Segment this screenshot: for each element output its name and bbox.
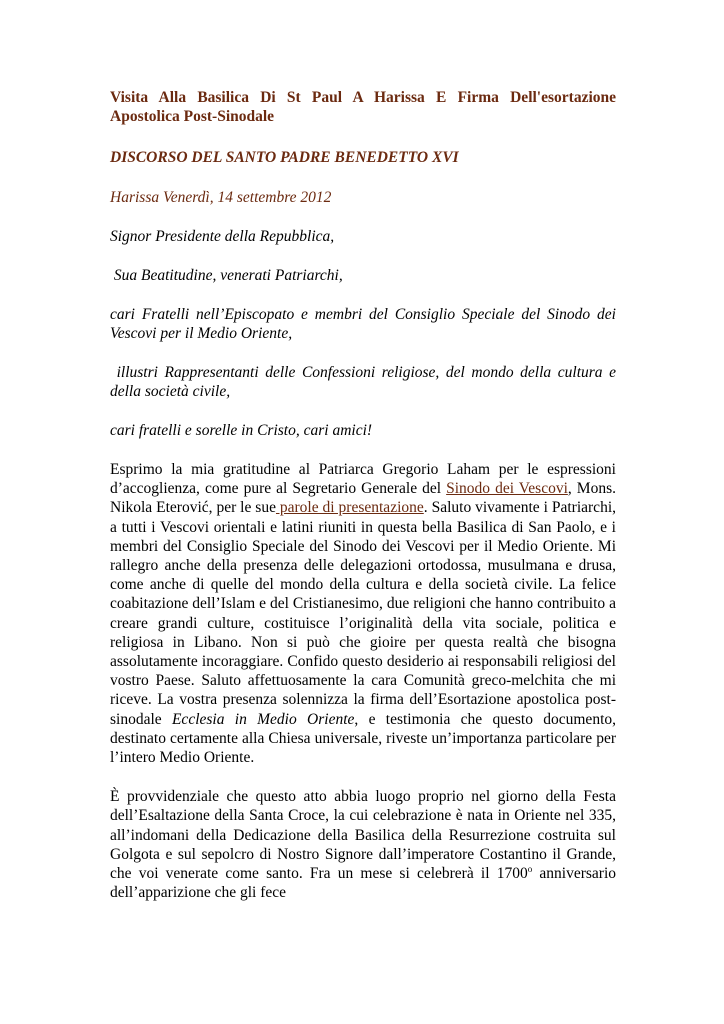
document-title-italic: Ecclesia in Medio Oriente [171, 710, 355, 728]
presentation-link[interactable]: parole di presentazione [275, 499, 424, 517]
paragraph-1-text-a: Esprimo la mia gratitudine al Patriarca Gregorio Laham per le espressioni d’accoglienza, come pure al Segretario Generale del [110, 461, 616, 498]
greeting-5: cari fratelli e sorelle in Cristo, cari amici! [110, 422, 373, 439]
document-subtitle: DISCORSO DEL SANTO PADRE BENEDETTO XVI [110, 149, 459, 166]
ordinal-superscript: o [527, 863, 533, 874]
paragraph-2-text-a: È provvidenziale che questo atto abbia luogo proprio nel giorno della Festa dell’Esaltazione della Santa Croce, la cui celebrazione è nata in Oriente nel 335, all’indomani della Dedicazione della Basilica della Resurrezione costruita sul Golgota e sul sepolcro di Nostro Signore dall’imperatore Costantino il Grande, che voi venerate come santo. Fra un mese si celebrerà il 1700 [110, 788, 616, 883]
title-line-2: Apostolica Post-Sinodale [110, 108, 275, 125]
document-date: Harissa Venerdì, 14 settembre 2012 [110, 189, 332, 206]
paragraph-1-text-d: , e testimonia che questo documento, destinato certamente alla Chiesa universale, riveste un’importanza particolare per l’intero Medio Oriente. [110, 710, 616, 767]
paragraph-2 [110, 787, 616, 902]
synod-link[interactable]: Sinodo dei Vescovi [446, 480, 568, 498]
greeting-1: Signor Presidente della Repubblica, [110, 228, 335, 245]
title-line-1: Visita Alla Basilica Di St Paul A Harissa E Firma Dell'esortazione [110, 89, 616, 106]
document-title [110, 88, 616, 126]
paragraph-1 [110, 460, 616, 767]
greeting-2: Sua Beatitudine, venerati Patriarchi, [110, 267, 343, 284]
paragraph-2-text-b: anniversario dell’apparizione che gli fece [110, 865, 617, 902]
paragraph-1-text-c: . Saluto vivamente i Patriarchi, a tutti i Vescovi orientali e latini riuniti in questa bella Basilica di San Paolo, e i membri del Consiglio Speciale del Sinodo dei Vescovi per il Medio Oriente. Mi rallegro anche della presenza delle delegazioni ortodossa, musulmana e drusa, come anche di quelle del mondo della cultura e della società civile. La felice coabitazione dell’Islam e del Cristianesimo, due religioni che hanno contribuito a creare grandi culture, costituisce l’originalità della vita sociale, politica e religiosa in Libano. Non si può che gioire per questa realtà che bisogna assolutamente incoraggiare. Confido questo desiderio ai responsabili religiosi del vostro Paese. Saluto affettuosamente la cara Comunità greco-melchita che mi riceve. La vostra presenza solennizza la firma dell’Esortazione apostolica post-sinodale [110, 499, 616, 728]
greeting-3: cari Fratelli nell’Episcopato e membri del Consiglio Speciale del Sinodo dei Vescovi per il Medio Oriente, [110, 306, 616, 342]
paragraph-1-text-b: , Mons. Nikola Eterović, per le sue [110, 480, 616, 517]
greeting-4: illustri Rappresentanti delle Confessioni religiose, del mondo della cultura e della società civile, [110, 364, 620, 400]
